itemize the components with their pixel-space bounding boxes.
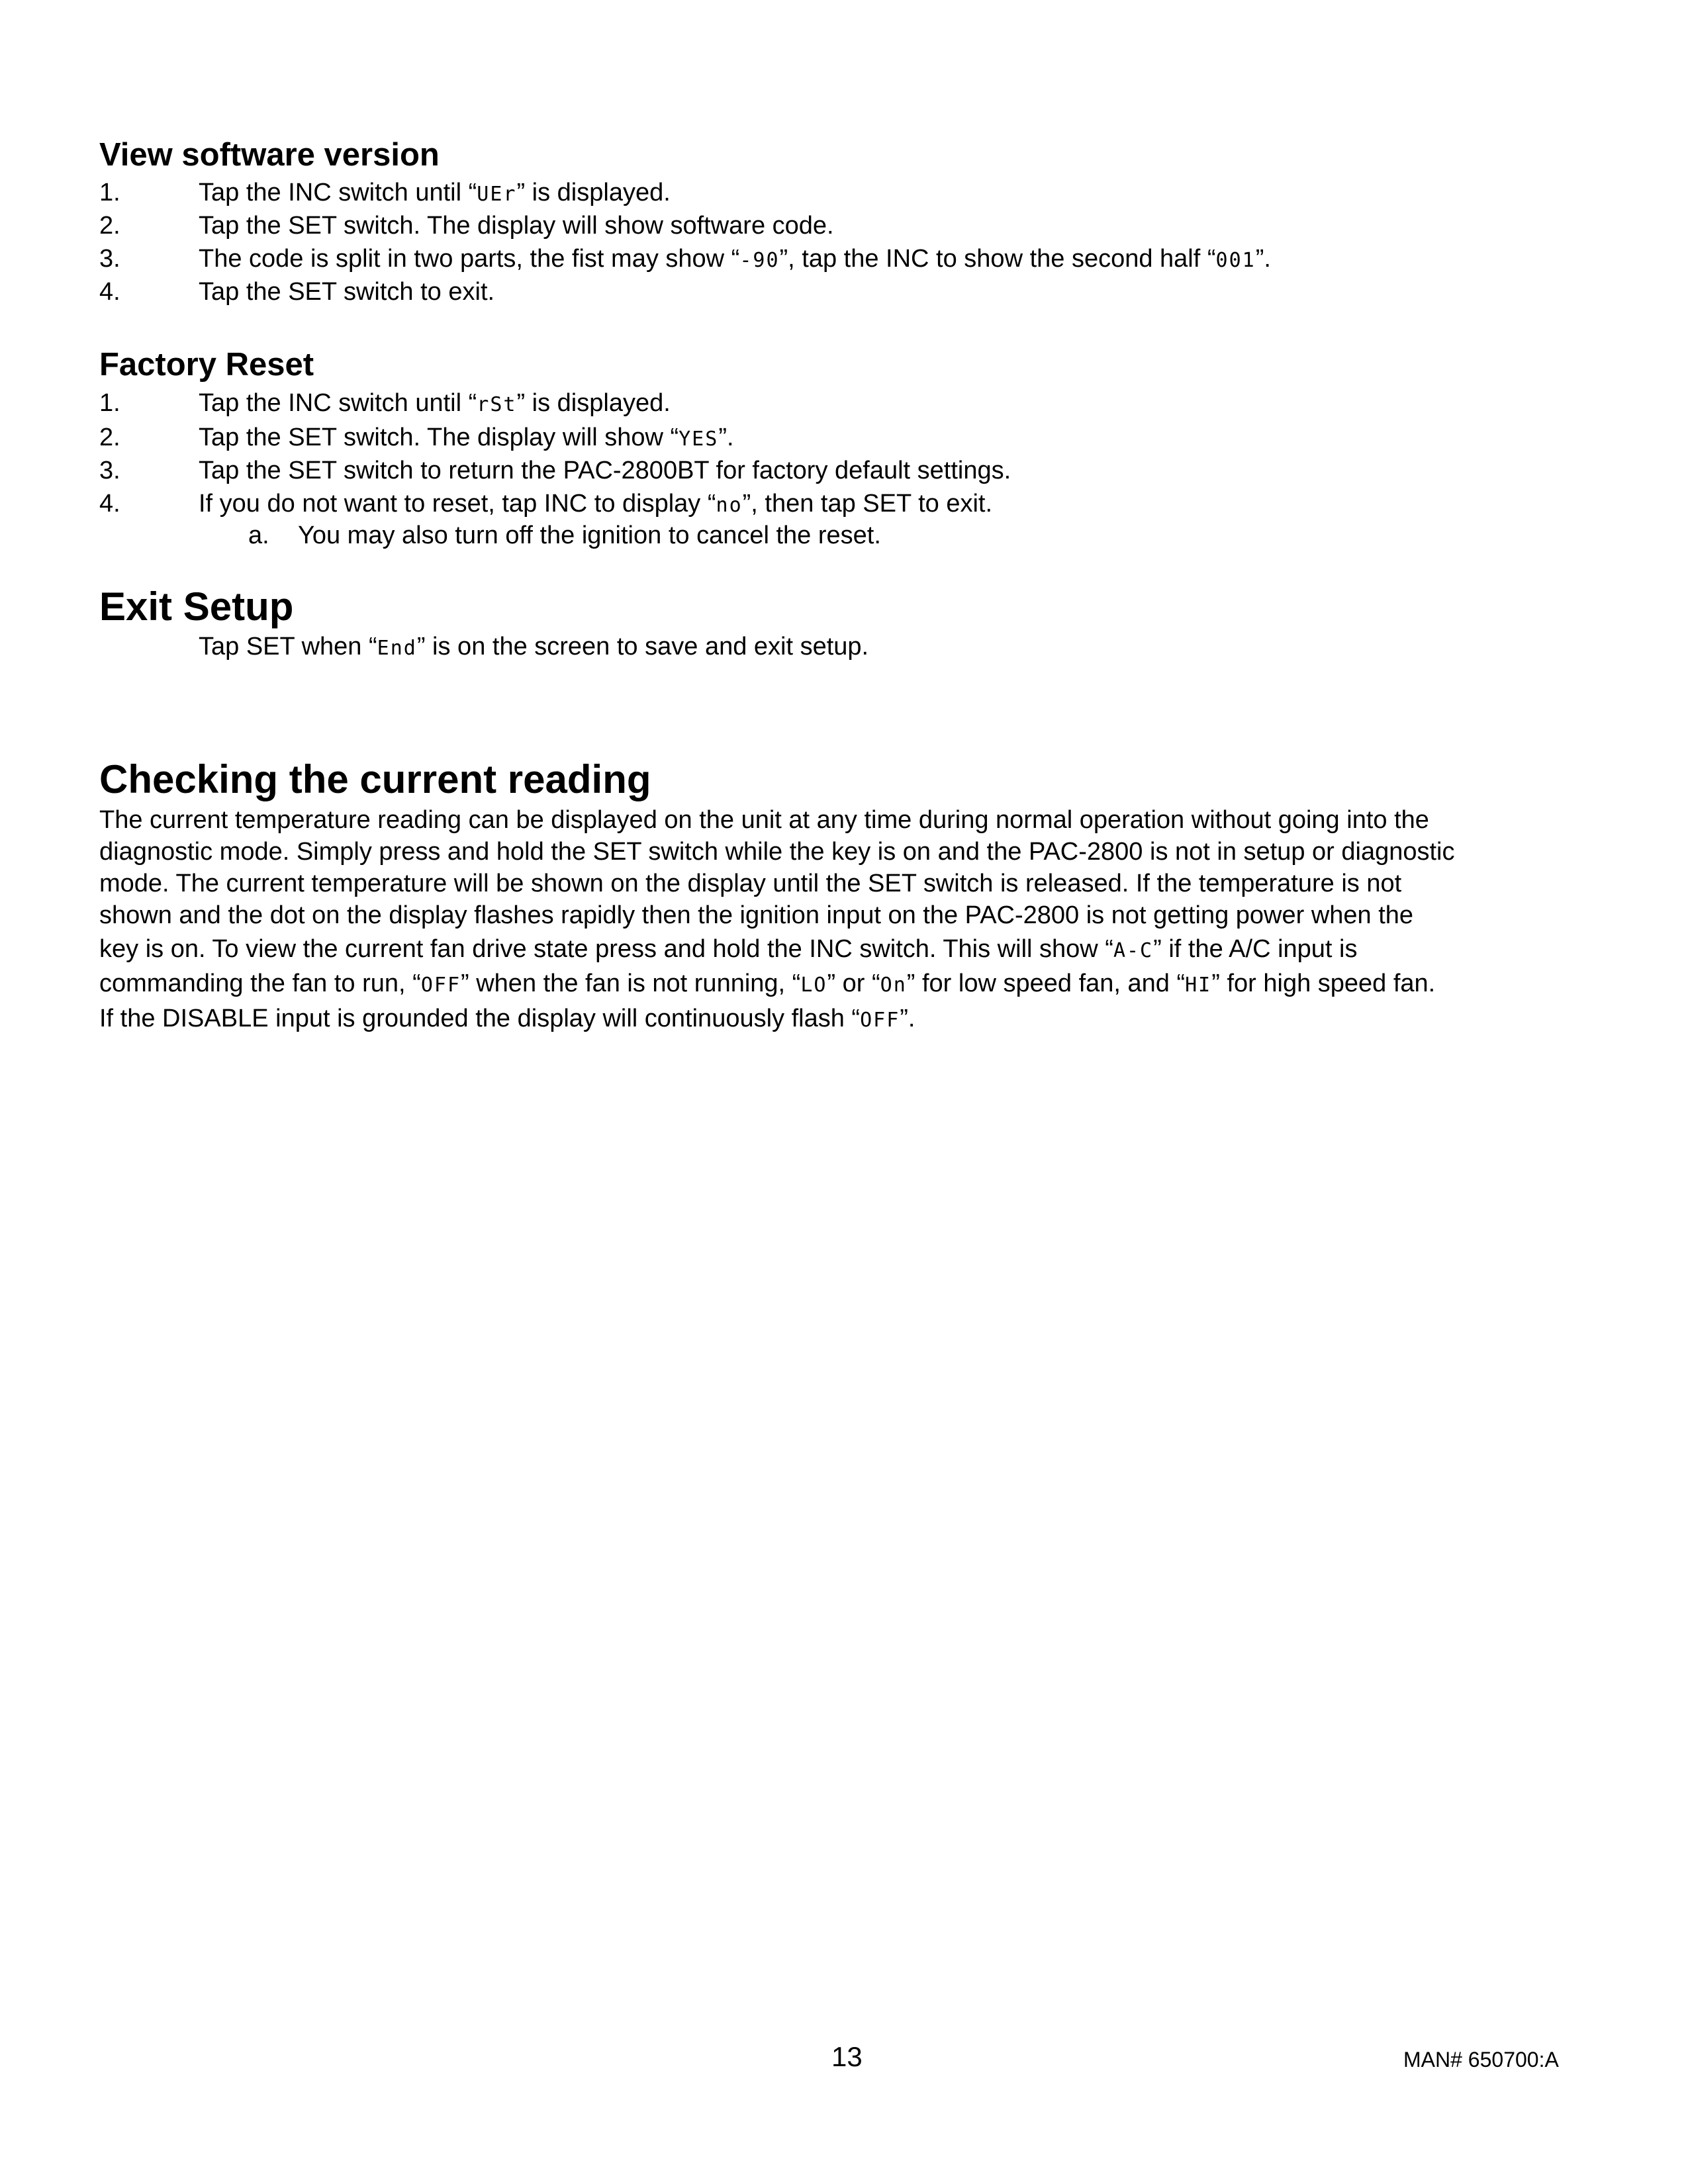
sub-list-item: a. You may also turn off the ignition to cancel the reset. [248, 522, 881, 549]
list-item: 4. If you do not want to reset, tap INC to display “no”, then tap SET to exit. [99, 490, 993, 518]
list-item: 2. Tap the SET switch. The display will show “YES”. [99, 424, 734, 451]
exit-setup-text: Tap SET when “End” is on the screen to save and exit setup. [199, 633, 869, 660]
display-code: HI [1185, 974, 1212, 997]
manual-number: MAN# 650700:A [1403, 2048, 1559, 2071]
paragraph-line: key is on. To view the current fan drive state press and hold the INC switch. This will show “A-C” if the A/C input is [99, 935, 1358, 963]
display-code: A-C [1113, 939, 1154, 962]
section-heading-exit-setup: Exit Setup [99, 584, 294, 629]
paragraph-line: The current temperature reading can be displayed on the unit at any time during normal operation without going into the [99, 806, 1429, 834]
paragraph-line: mode. The current temperature will be shown on the display until the SET switch is released. If the temperature is not [99, 870, 1402, 897]
list-item: 1. Tap the INC switch until “rSt” is displayed. [99, 389, 671, 417]
paragraph-line: diagnostic mode. Simply press and hold the SET switch while the key is on and the PAC-2800 is not in setup or diagnostic [99, 838, 1455, 866]
section-heading-checking: Checking the current reading [99, 757, 651, 801]
display-code: no [716, 494, 743, 517]
display-code: End [377, 637, 417, 660]
list-item: 4. Tap the SET switch to exit. [99, 278, 495, 306]
display-code: YES [679, 428, 719, 451]
list-item: 3. Tap the SET switch to return the PAC-2800BT for factory default settings. [99, 457, 1011, 484]
display-code: OFF [420, 974, 461, 997]
paragraph-line: If the DISABLE input is grounded the display will continuously flash “OFF”. [99, 1005, 915, 1032]
display-code: UEr [477, 183, 517, 206]
page-number: 13 [831, 2041, 863, 2072]
display-code: OFF [860, 1009, 900, 1032]
display-code: LO [800, 974, 827, 997]
display-code: -90 [739, 249, 780, 272]
section-heading-view-software: View software version [99, 137, 440, 173]
paragraph-line: commanding the fan to run, “OFF” when the fan is not running, “LO” or “On” for low speed fan, and “HI” for high speed fan. [99, 970, 1436, 997]
display-code: On [880, 974, 907, 997]
list-item: 1. Tap the INC switch until “UEr” is displayed. [99, 179, 671, 206]
display-code: rSt [477, 393, 517, 416]
paragraph-line: shown and the dot on the display flashes rapidly then the ignition input on the PAC-2800 is not getting power when the [99, 901, 1414, 929]
list-item: 2. Tap the SET switch. The display will show software code. [99, 212, 834, 240]
list-item: 3. The code is split in two parts, the fist may show “-90”, tap the INC to show the second half “001”. [99, 245, 1271, 273]
section-heading-factory-reset: Factory Reset [99, 347, 314, 383]
display-code: 001 [1215, 249, 1256, 272]
